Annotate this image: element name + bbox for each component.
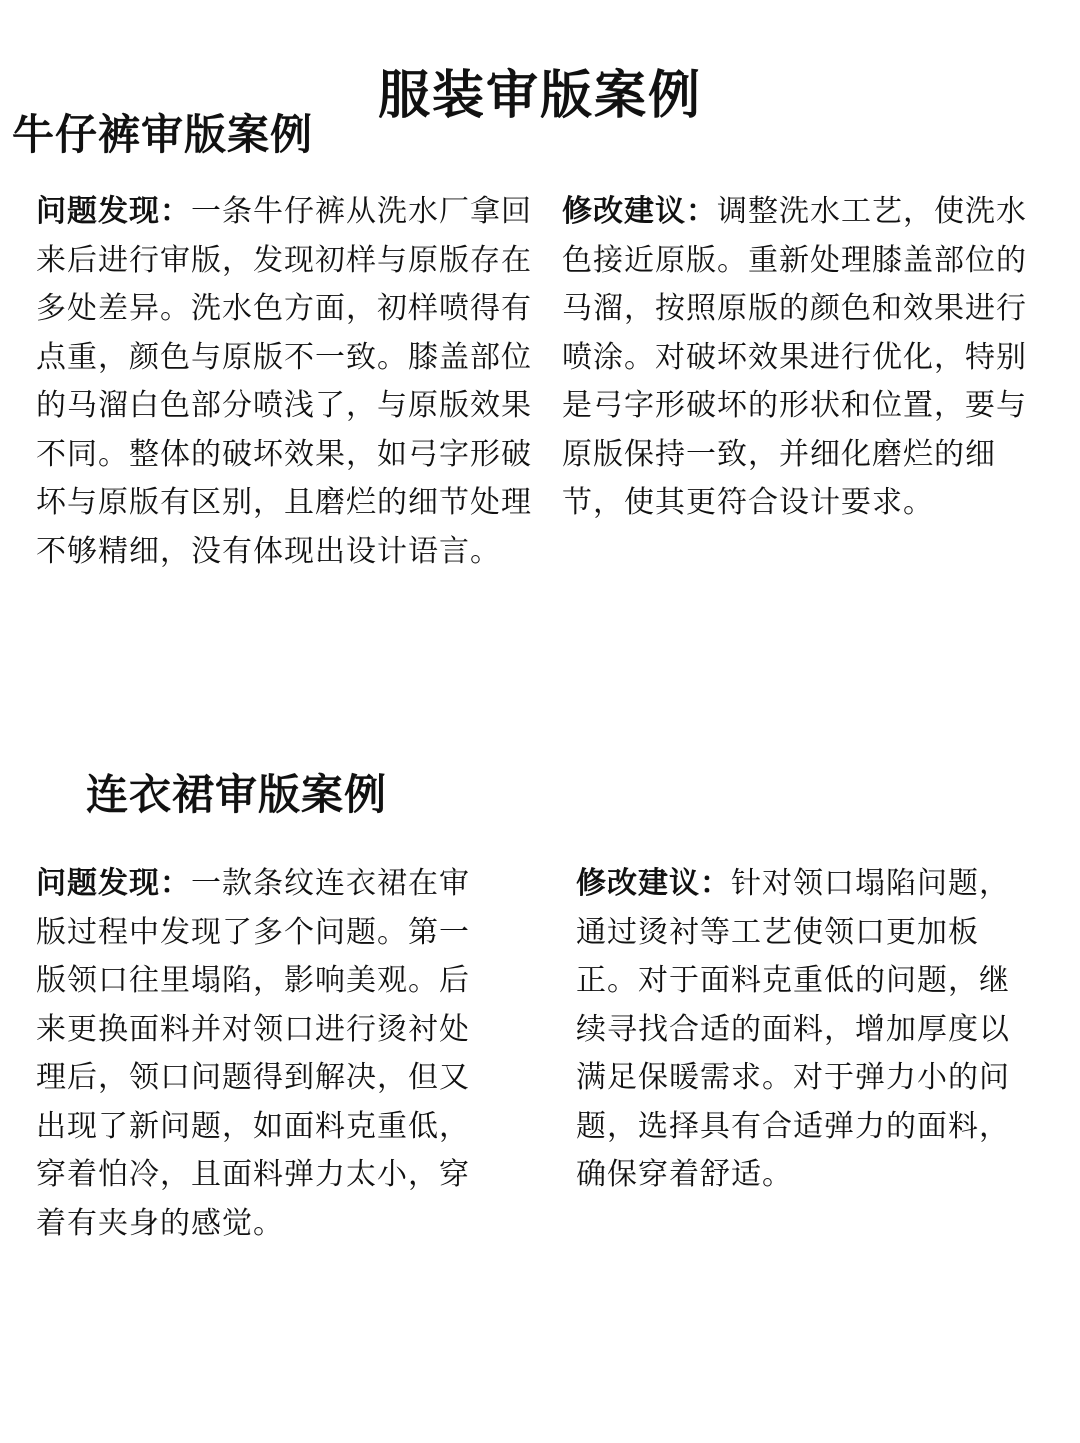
suggestion-label: 修改建议：	[576, 866, 731, 901]
section-title-dress: 连衣裙审版案例	[86, 770, 388, 819]
suggestion-label: 修改建议：	[562, 194, 717, 229]
problem-text: 一条牛仔裤从洗水厂拿回来后进行审版，发现初样与原版存在多处差异。洗水色方面，初样喷得有点重，颜色与原版不一致。膝盖部位的马溜白色部分喷浅了，与原版效果不同。整体的破坏效果，如弓字形破坏与原版有区别，且磨烂的细节处理不够精细，没有体现出设计语言。	[36, 194, 532, 569]
suggestion-text: 针对领口塌陷问题，通过烫衬等工艺使领口更加板正。对于面料克重低的问题，继续寻找合适的面料，增加厚度以满足保暖需求。对于弹力小的问题，选择具有合适弹力的面料，确保穿着舒适。	[576, 866, 1010, 1192]
problem-label: 问题发现：	[36, 866, 191, 901]
suggestion-text: 调整洗水工艺，使洗水色接近原版。重新处理膝盖部位的马溜，按照原版的颜色和效果进行喷涂。对破坏效果进行优化，特别是弓字形破坏的形状和位置，要与原版保持一致，并细化磨烂的细节，使其更符合设计要求。	[562, 194, 1027, 520]
jeans-suggestion-block	[562, 188, 1056, 528]
problem-text: 一款条纹连衣裙在审版过程中发现了多个问题。第一版领口往里塌陷，影响美观。后来更换面料并对领口进行烫衬处理后，领口问题得到解决，但又出现了新问题，如面料克重低，穿着怕冷，且面料弹力太小，穿着有夹身的感觉。	[36, 866, 470, 1241]
page-title: 服装审版案例	[377, 65, 702, 126]
section-title-jeans: 牛仔裤审版案例	[12, 110, 314, 159]
jeans-problem-block	[36, 188, 536, 576]
problem-label: 问题发现：	[36, 194, 191, 229]
dress-problem-block	[36, 860, 496, 1248]
dress-suggestion-block	[576, 860, 1036, 1200]
